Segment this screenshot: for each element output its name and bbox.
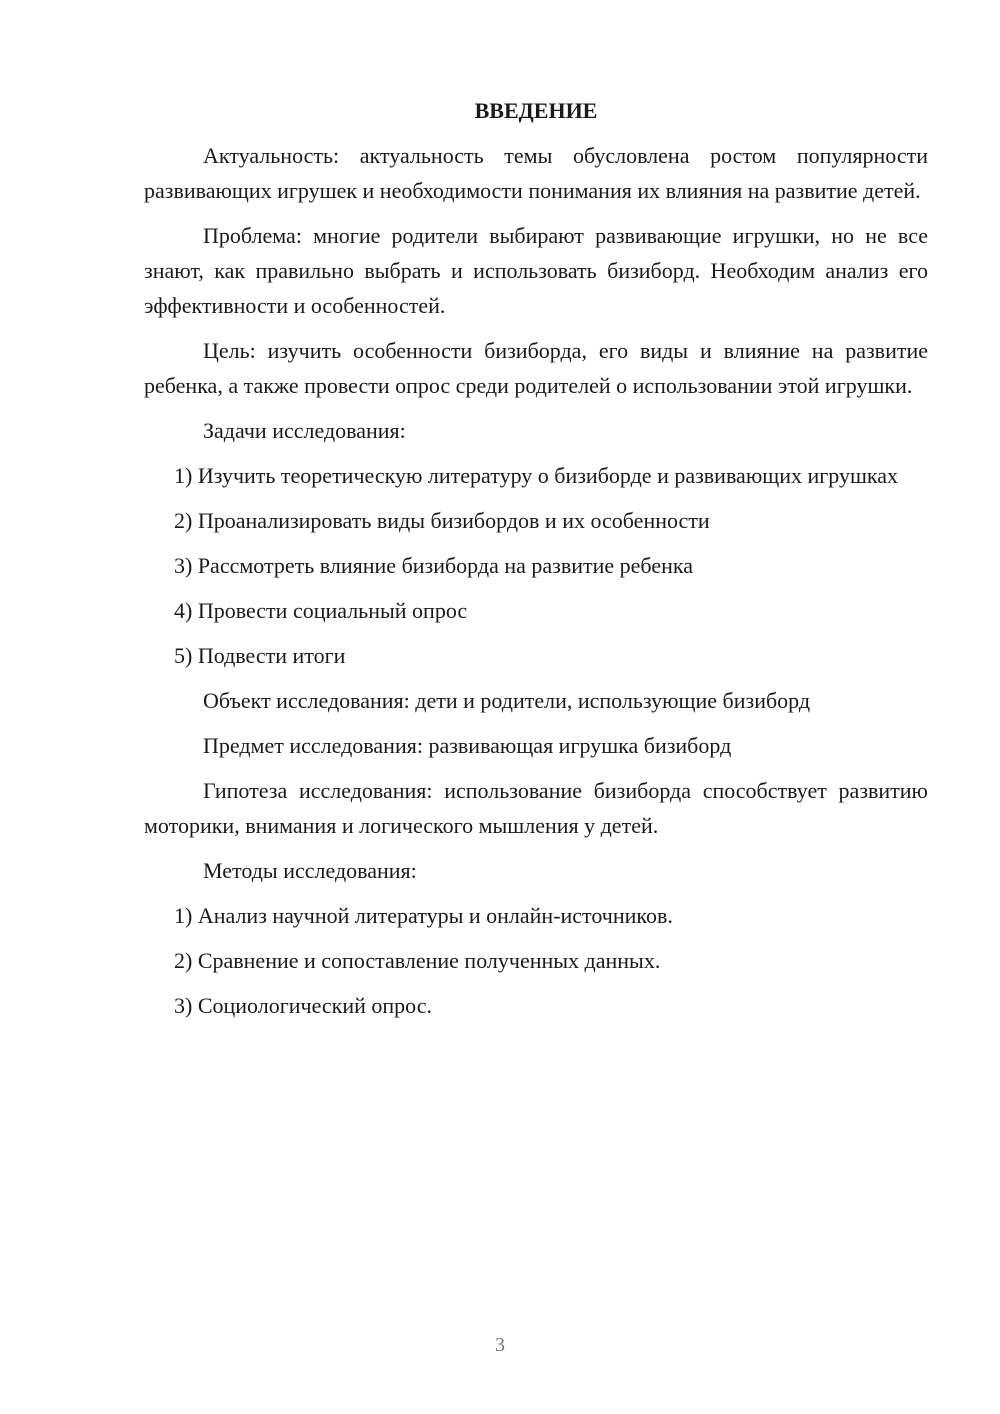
- subject-paragraph: Предмет исследования: развивающая игрушка бизиборд: [203, 733, 732, 758]
- task-item: 3) Рассмотреть влияние бизиборда на развитие ребенка: [174, 553, 693, 578]
- task-item: 1) Изучить теоретическую литературу о бизиборде и развивающих игрушках: [174, 463, 899, 488]
- document-page: [144, 96, 928, 1033]
- relevance-paragraph: Актуальность: актуальность темы обусловлена ростом популярности развивающих игрушек и необходимости понимания их влияния на развитие детей.: [144, 143, 928, 203]
- object-paragraph: Объект исследования: дети и родители, использующие бизиборд: [203, 688, 811, 713]
- task-item: 4) Провести социальный опрос: [174, 598, 468, 623]
- goal-paragraph: Цель: изучить особенности бизиборда, его виды и влияние на развитие ребенка, а также провести опрос среди родителей о использовании этой игрушки.: [144, 338, 928, 398]
- task-item: 5) Подвести итоги: [174, 643, 346, 668]
- page-number: 3: [495, 1334, 505, 1356]
- method-item: 1) Анализ научной литературы и онлайн-источников.: [174, 903, 673, 928]
- methods-heading: Методы исследования:: [203, 858, 417, 883]
- problem-paragraph: Проблема: многие родители выбирают развивающие игрушки, но не все знают, как правильно выбрать и использовать бизиборд. Необходим анализ его эффективности и особенностей.: [144, 223, 928, 318]
- hypothesis-paragraph: Гипотеза исследования: использование бизиборда способствует развитию моторики, внимания и логического мышления у детей.: [144, 778, 928, 838]
- tasks-heading: Задачи исследования:: [203, 418, 406, 443]
- task-item: 2) Проанализировать виды бизибордов и их особенности: [174, 508, 710, 533]
- section-title: ВВЕДЕНИЕ: [474, 98, 598, 123]
- method-item: 3) Социологический опрос.: [174, 993, 432, 1018]
- method-item: 2) Сравнение и сопоставление полученных данных.: [174, 948, 661, 973]
